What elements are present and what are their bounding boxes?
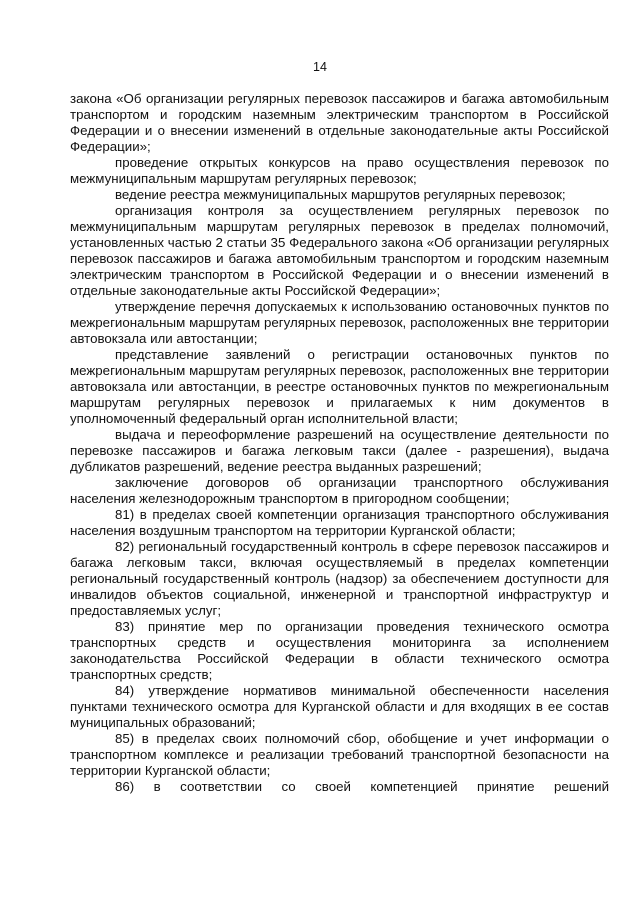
page-number: 14 bbox=[313, 60, 327, 74]
paragraph-stop-list-approval: утверждение перечня допускаемых к использованию остановочных пунктов по межрегиональным маршрутам регулярных перевозок, расположенных вне территории автовокзала или автостанции; bbox=[70, 299, 609, 346]
paragraph-item-81: 81) в пределах своей компетенции организация транспортного обслуживания населения воздушным транспортом на территории Курганской области; bbox=[70, 507, 609, 538]
paragraph-item-83: 83) принятие мер по организации проведения технического осмотра транспортных средств и осуществления мониторинга за исполнением законодательства Российской Федерации в области технического осмотра транспортных средств; bbox=[70, 619, 609, 682]
paragraph-item-84: 84) утверждение нормативов минимальной обеспеченности населения пунктами технического осмотра для Курганской области и для входящих в ее состав муниципальных образований; bbox=[70, 683, 609, 730]
paragraph-law-title-continuation: закона «Об организации регулярных перевозок пассажиров и багажа автомобильным транспортом и городским наземным электрическим транспортом в Российской Федерации и о внесении изменений в отдельные законодательные акты Российской Федерации»; bbox=[70, 91, 609, 154]
paragraph-open-tenders: проведение открытых конкурсов на право осуществления перевозок по межмуниципальным маршрутам регулярных перевозок; bbox=[70, 155, 609, 186]
paragraph-transport-control: организация контроля за осуществлением регулярных перевозок по межмуниципальным маршрутам регулярных перевозок в пределах полномочий, установленных частью 2 статьи 35 Федерального закона «Об организации регулярных перевозок пассажиров и багажа автомобильным транспортом и городским наземным электрическим транспортом в Российской Федерации и о внесении изменений в отдельные законодательные акты Российской Федерации»; bbox=[70, 203, 609, 298]
document-body bbox=[70, 91, 609, 795]
paragraph-taxi-permits: выдача и переоформление разрешений на осуществление деятельности по перевозке пассажиров и багажа легковым такси (далее - разрешения), выдача дубликатов разрешений, ведение реестра выданных разрешений; bbox=[70, 427, 609, 474]
paragraph-route-registry: ведение реестра межмуниципальных маршрутов регулярных перевозок; bbox=[115, 187, 566, 202]
paragraph-item-85: 85) в пределах своих полномочий сбор, обобщение и учет информации о транспортном комплексе и реализации требований транспортной безопасности на территории Курганской области; bbox=[70, 731, 609, 778]
paragraph-item-82: 82) региональный государственный контроль в сфере перевозок пассажиров и багажа легковым такси, включая осуществляемый в пределах компетенции региональный государственный контроль (надзор) за обеспечением доступности для инвалидов объектов социальной, инженерной и транспортной инфраструктур и предоставляемых услуг; bbox=[70, 539, 609, 618]
paragraph-stop-registration: представление заявлений о регистрации остановочных пунктов по межрегиональным маршрутам регулярных перевозок, расположенных вне территории автовокзала или автостанции, в реестре остановочных пунктов по межрегиональным маршрутам регулярных перевозок и прилагаемых к ним документов в уполномоченный федеральный орган исполнительной власти; bbox=[70, 347, 609, 426]
paragraph-item-86: 86) в соответствии со своей компетенцией принятие решений bbox=[115, 779, 609, 794]
paragraph-rail-contracts: заключение договоров об организации транспортного обслуживания населения железнодорожным транспортом в пригородном сообщении; bbox=[70, 475, 609, 506]
